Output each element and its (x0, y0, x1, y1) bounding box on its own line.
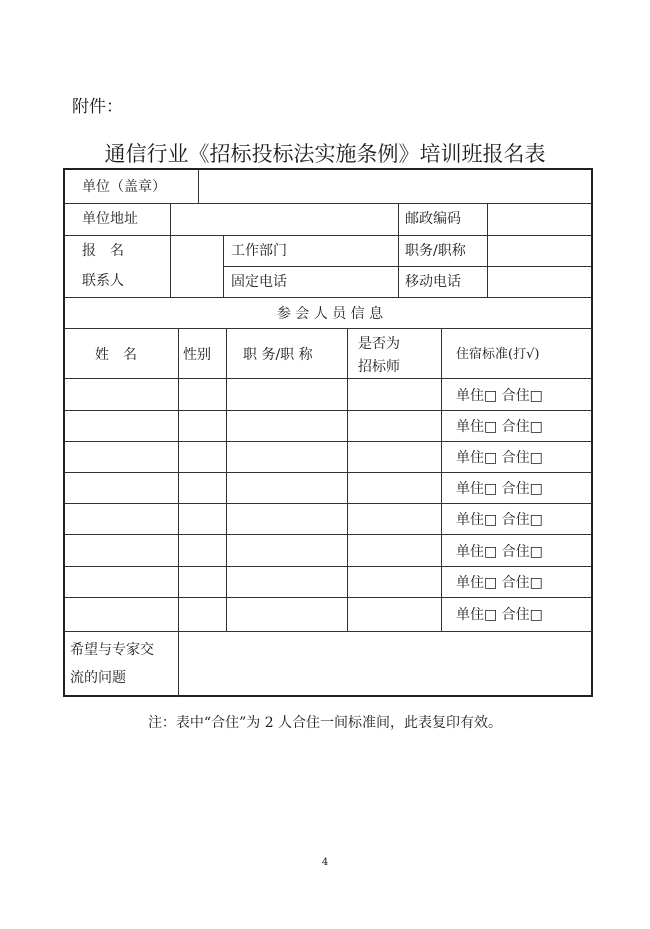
room-options[interactable]: 单住□ 合住□ (456, 544, 543, 560)
section-header: 参 会 人 员 信 息 (276, 306, 384, 322)
position-label: 职务/职称 (405, 243, 466, 259)
page-number: 4 (321, 857, 329, 868)
postcode-label: 邮政编码 (405, 211, 461, 227)
col-accommodation-header: 住宿标准(打√) (456, 347, 540, 362)
col-bidding-header-line2: 招标师 (358, 359, 400, 375)
col-name-header: 姓 名 (95, 347, 137, 363)
attachment-label: 附件： (72, 97, 123, 117)
room-options[interactable]: 单住□ 合住□ (456, 388, 543, 404)
room-options[interactable]: 单住□ 合住□ (456, 575, 543, 591)
question-label-line2: 流的问题 (70, 670, 126, 686)
room-options[interactable]: 单住□ 合住□ (456, 512, 543, 528)
unit-label: 单位（盖章） (82, 179, 166, 195)
footnote: 注：表中“合住”为 2 人合住一间标准间，此表复印有效。 (147, 715, 503, 731)
room-options[interactable]: 单住□ 合住□ (456, 481, 543, 497)
room-options[interactable]: 单住□ 合住□ (456, 607, 543, 623)
contact-label-line1: 报 名 (82, 243, 124, 259)
contact-label-line2: 联系人 (82, 273, 124, 289)
mobile-label: 移动电话 (405, 274, 461, 290)
address-label: 单位地址 (82, 211, 138, 227)
col-gender-header: 性别 (183, 347, 211, 363)
room-options[interactable]: 单住□ 合住□ (456, 450, 543, 466)
question-label-line1: 希望与专家交 (70, 642, 154, 658)
col-position-header: 职 务/职 称 (243, 347, 313, 363)
registration-form-table (63, 168, 593, 697)
department-label: 工作部门 (231, 243, 287, 259)
room-options[interactable]: 单住□ 合住□ (456, 419, 543, 435)
form-title: 通信行业《招标投标法实施条例》培训班报名表 (104, 142, 546, 166)
col-bidding-header-line1: 是否为 (358, 336, 400, 352)
phone-label: 固定电话 (231, 274, 287, 290)
